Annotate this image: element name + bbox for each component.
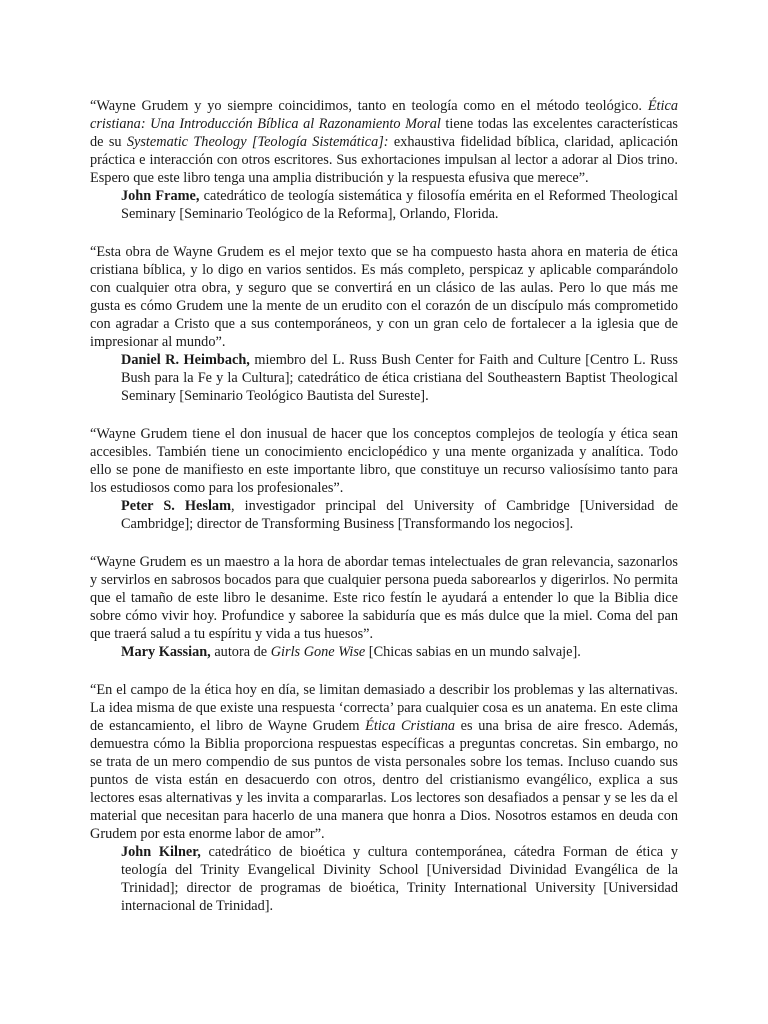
book-title: Girls Gone Wise (270, 644, 366, 660)
book-title: Systematic Theology [Teología Sistemática]: (126, 134, 389, 150)
endorsement-kilner (90, 681, 678, 915)
endorsement-frame (90, 97, 678, 223)
endorsement-attribution (121, 351, 678, 405)
endorsement-attribution (121, 643, 678, 661)
quote-text: exhaustiva fidelidad bíblica, claridad, aplicación práctica e interacción con otros escritores. Sus exhortaciones impulsan al lector a adorar al Dios trino. Espero que este libro tenga una amplia distribución y la respuesta efusiva que merece”. (90, 134, 678, 186)
endorsement-heimbach (90, 243, 678, 405)
endorsement-quote: “Esta obra de Wayne Grudem es el mejor texto que se ha compuesto hasta ahora en materia de ética cristiana bíblica, y lo digo en varios sentidos. Es más completo, perspicaz y aplicable comparándolo con cualquier otra obra, y seguro que se convertirá en un clásico de las aulas. Pero lo que más me gusta es cómo Grudem une la mente de un erudito con el corazón de un discípulo más comprometido con agradar a Cristo que a sus contemporáneos, y con un gran celo de fortalecer a la iglesia que de impresionar al mundo”. (90, 244, 678, 350)
endorsement-attribution (121, 843, 678, 915)
endorsement-kassian (90, 553, 678, 661)
endorsement-attribution (121, 187, 678, 223)
endorser-name: Daniel R. Heimbach, (121, 352, 250, 368)
endorser-role: catedrático de bioética y cultura contemporánea, cátedra Forman de ética y teología del Trinity Evangelical Divinity School [Universidad Divinidad Evangélica de la Trinidad]; director de programas de bioética, Trinity International University [Universidad internacional de Trinidad]. (121, 844, 678, 914)
book-title: Ética cristiana: Una Introducción Bíblica al Razonamiento Moral (90, 98, 678, 132)
quote-text: “Wayne Grudem y yo siempre coincidimos, tanto en teología como en el método teológico. (90, 98, 648, 114)
endorser-name: John Kilner, (121, 844, 201, 860)
endorsement-quote (90, 97, 678, 187)
quote-text: es una brisa de aire fresco. Además, demuestra cómo la Biblia proporciona respuestas específicas a preguntas concretas. Sin embargo, no se trata de un mero compendio de sus puntos de vista personales sobre los temas. Incluso cuando sus puntos de vista están en desacuerdo con otros, dentro del cristianismo evangélico, explica a sus lectores esas alternativas y les invita a compararlas. Los lectores son desafiados a pensar y se les da el material que necesitan para hacerlo de una manera que honra a Dios. Nosotros estamos en deuda con Grudem por esta enorme labor de amor”. (90, 718, 679, 842)
endorser-name: John Frame, (121, 188, 200, 204)
book-title: Ética Cristiana (365, 718, 456, 734)
endorser-name: Peter S. Heslam (121, 498, 231, 514)
endorsement-quote: “Wayne Grudem tiene el don inusual de hacer que los conceptos complejos de teología y ética sean accesibles. También tiene un conocimiento enciclopédico y una mente organizada y analítica. Todo ello se pone de manifiesto en este importante libro, que constituye un recurso valiosísimo tanto para los estudiosos como para los profesionales”. (90, 426, 678, 496)
endorser-role: catedrático de teología sistemática y filosofía emérita en el Reformed Theological Seminary [Seminario Teológico de la Reforma], Orlando, Florida. (121, 188, 678, 222)
endorser-role: autora de (210, 644, 271, 660)
quote-text: tiene todas las excelentes características de su (90, 116, 678, 150)
endorsement-attribution (121, 497, 678, 533)
endorsement-quote: “Wayne Grudem es un maestro a la hora de abordar temas intelectuales de gran relevancia, sazonarlos y servirlos en sabrosos bocados para que cualquier persona pueda saborearlos y digerirlos. No permita que el tamaño de este libro le desanime. Este rico festín le ayudará a entender lo que la Biblia dice sobre cómo vivir hoy. Profundice y saboree la sabiduría que es más dulce que la miel. Coma del pan que traerá salud a tu espíritu y vida a tus huesos”. (90, 554, 678, 642)
endorsement-quote (90, 681, 678, 843)
endorser-role: [Chicas sabias en un mundo salvaje]. (365, 644, 581, 660)
endorser-role: miembro del L. Russ Bush Center for Faith and Culture [Centro L. Russ Bush para la Fe y la Cultura]; catedrático de ética cristiana del Southeastern Baptist Theological Seminary [Seminario Teológico Bautista del Sureste]. (121, 352, 678, 404)
endorsements-page (90, 97, 678, 935)
endorser-role: , investigador principal del University of Cambridge [Universidad de Cambridge]; director de Transforming Business [Transformando los negocios]. (121, 498, 678, 532)
endorsement-heslam (90, 425, 678, 533)
quote-text: “En el campo de la ética hoy en día, se limitan demasiado a describir los problemas y las alternativas. La idea misma de que existe una respuesta ‘correcta’ para cualquier cosa es un anatema. En este clima de estancamiento, el libro de Wayne Grudem (90, 682, 678, 734)
endorser-name: Mary Kassian, (121, 644, 211, 660)
